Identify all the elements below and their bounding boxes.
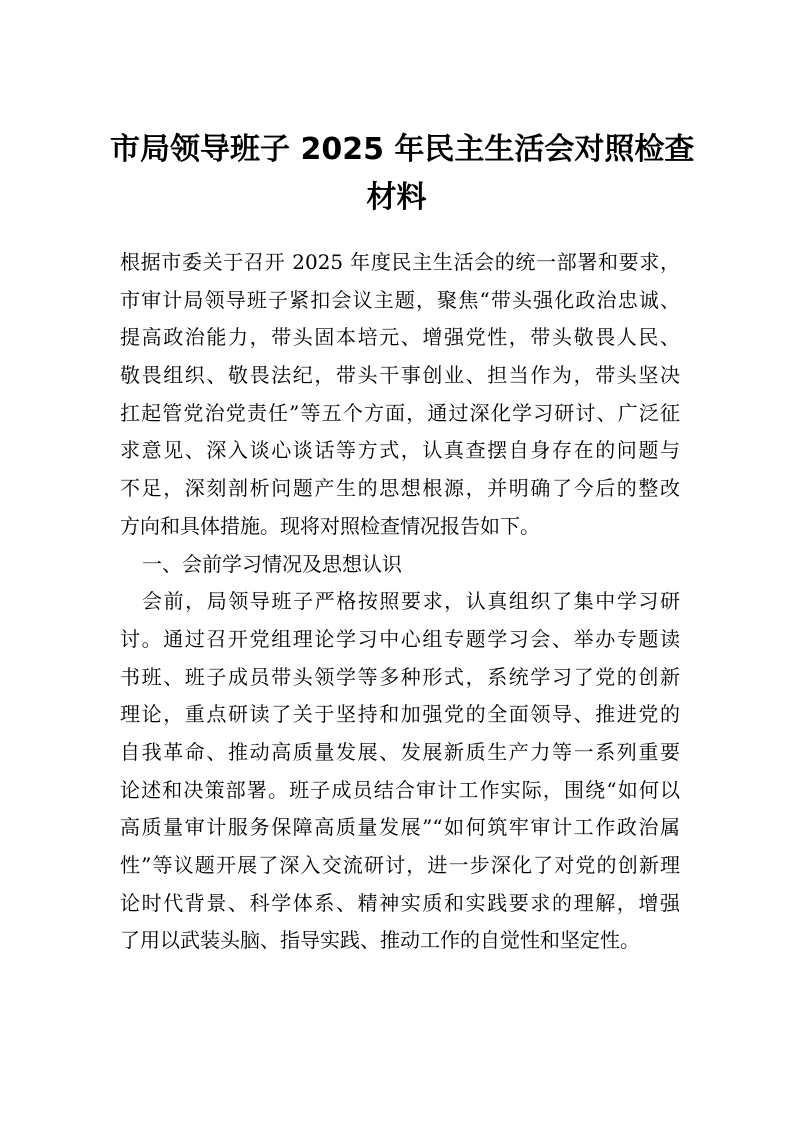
section-heading: 一、会前学习情况及思想认识 (142, 551, 402, 576)
text-line: 扛起管党治党责任”等五个方面，通过深化学习研讨、广泛征 (120, 400, 680, 425)
text-line: 书班、班子成员带头领学等多种形式，系统学习了党的创新 (120, 664, 680, 689)
text-line: 提高政治能力，带头固本培元、增强党性，带头敬畏人民、 (120, 325, 680, 350)
document-title-line-2: 材料 (366, 180, 427, 215)
text-line: 理论，重点研读了关于坚持和加强党的全面领导、推进党的 (120, 702, 680, 727)
text-line: 市审计局领导班子紧扣会议主题，聚焦“带头强化政治忠诚、 (120, 287, 680, 312)
text-line: 敬畏组织、敬畏法纪，带头干事创业、担当作为，带头坚决 (120, 363, 680, 388)
text-line: 了用以武装头脑、指导实践、推动工作的自觉性和坚定性。 (120, 928, 640, 953)
text-line: 论时代背景、科学体系、精神实质和实践要求的理解，增强 (120, 890, 680, 915)
study-paragraph (120, 583, 680, 960)
text-line: 性”等议题开展了深入交流研讨，进一步深化了对党的创新理 (120, 853, 680, 877)
text-line: 会前，局领导班子严格按照要求，认真组织了集中学习研 (142, 589, 680, 614)
text-line: 讨。通过召开党组理论学习中心组专题学习会、举办专题读 (120, 626, 680, 651)
text-line: 不足，深刻剖析问题产生的思想根源，并明确了今后的整改 (120, 476, 680, 501)
document-body (120, 244, 680, 960)
text-line: 高质量审计服务保障高质量发展”“如何筑牢审计工作政治属 (120, 815, 680, 840)
document-title-line-1: 市局领导班子 2025 年民主生活会对照检查 (110, 132, 695, 167)
text-line: 根据市委关于召开 2025 年度民主生活会的统一部署和要求， (120, 250, 680, 274)
intro-paragraph (120, 244, 680, 546)
text-line: 求意见、深入谈心谈话等方式，认真查摆自身存在的问题与 (120, 438, 680, 463)
text-line: 方向和具体措施。现将对照检查情况报告如下。 (120, 513, 540, 538)
text-line: 论述和决策部署。班子成员结合审计工作实际，围绕“如何以 (120, 777, 680, 802)
text-line: 自我革命、推动高质量发展、发展新质生产力等一系列重要 (120, 739, 680, 764)
